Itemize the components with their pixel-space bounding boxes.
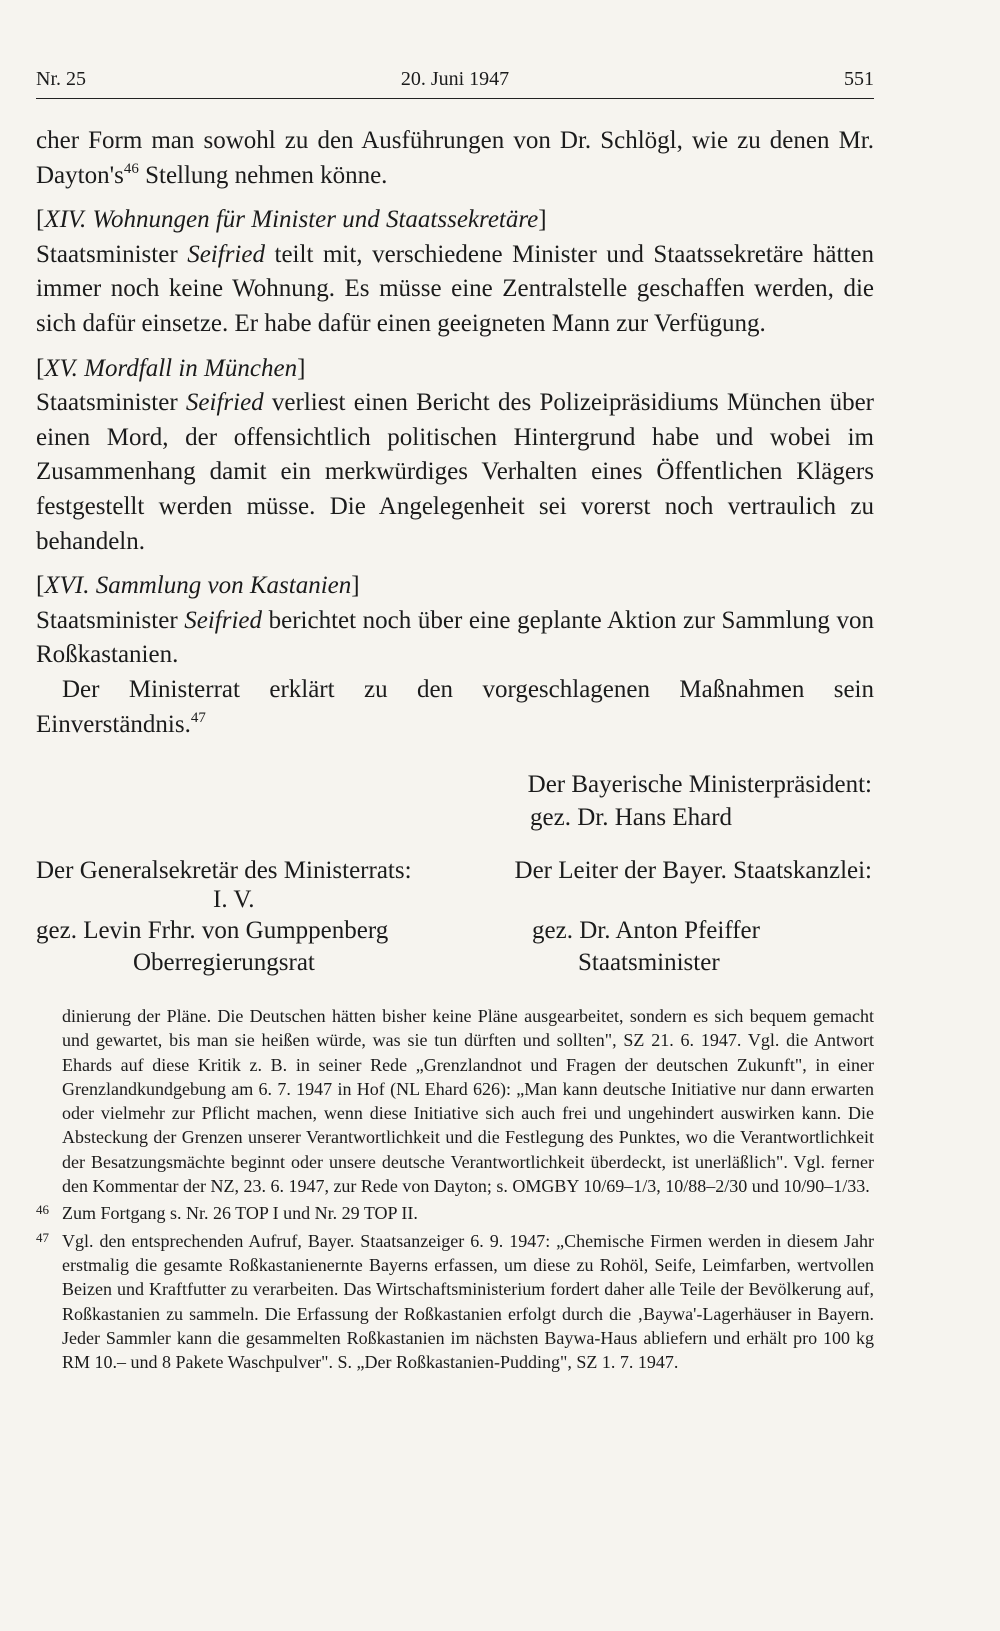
intro-paragraph: cher Form man sowohl zu den Ausführungen von Dr. Schlögl, wie zu denen Mr. $Dayton's^{46}$ Stellung nehmen könne. — [36, 127, 874, 189]
footnote-47: 47 Vgl. den entsprechenden Aufruf, Bayer. Staatsanzeiger 6. 9. 1947: „Chemische Firmen werden in diesem Jahr erstmalig die gesamte Roßkastanienernte Bayerns erfassen, um diese zu Rohöl, Seife, Leimfarben, wertvollen Beizen und Kraftfutter zu verarbeiten. Das Wirtschaftsministerium fordert daher alle Teile der Bevölkerung auf, Roßkastanien zu sammeln. Die Erfassung der Roßkastanien erfolgt durch die ‚Baywa'-Lagerhäuser in Bayern. Jeder Sammler kann die gesammelten Roßkastanien im nächsten Baywa-Haus abliefern und erhält pro 100 kg RM 10.– und 8 Pakete Waschpulver". S. „Der Roßkastanien-Pudding", SZ 1. 7. 1947. — [62, 1229, 874, 1375]
header-rule — [36, 98, 874, 99]
secretary-iv: I. V. — [213, 886, 255, 913]
footnote-ref-46[interactable]: 46 — [123, 160, 139, 177]
session-date: 20. Juni 1947 — [400, 68, 510, 90]
chancellery-rank: Staatsminister — [578, 949, 720, 976]
document-number: Nr. 25 — [36, 68, 86, 90]
chancellery-signature: gez. Dr. Anton Pfeiffer — [532, 917, 760, 944]
secretary-signature: gez. Levin Frhr. von Gumppenberg — [36, 917, 389, 944]
footnote-continuation: dinierung der Pläne. Die Deutschen hätten bisher keine Pläne ausgearbeitet, sondern es sich bequem gemacht und gewartet, bis man sie heißen würde, was sie tun dürften und sollten", SZ 21. 6. 1947. Vgl. die Antwort Ehards auf diese Kritik z. B. in seiner Rede „Grenzlandnot und Fragen der deutschen Zukunft", in einer Grenzlandkundgebung am 6. 7. 1947 in Hof (NL Ehard 626): „Man kann deutsche Initiative nur dann erwarten oder vielmehr zur Pflicht machen, wenn diese Initiative sich auch frei und ungehindert auswirken kann. Die Absteckung der Grenzen unserer Verantwortlichkeit und die Festlegung des Punktes, wo die Verantwortlichkeit der Besatzungsmächte beginnt oder unsere deutsche Verantwortlichkeit überdeckt, ist unerläßlich". Vgl. ferner den Kommentar der NZ, 23. 6. 1947, zur Rede von Dayton; s. OMGBY 10/69–1/3, 10/88–2/30 und 10/90–1/33. — [62, 1006, 874, 1197]
president-signature: gez. Dr. Hans Ehard — [530, 804, 733, 831]
footnote-ref-47[interactable]: 47 — [190, 709, 206, 726]
secretary-rank: Oberregierungsrat — [133, 949, 315, 976]
speaker-name: Seifried — [185, 389, 264, 417]
section-heading-xv: [XV. Mordfall in München] — [36, 354, 306, 382]
footnote-46: 46 Zum Fortgang s. Nr. 26 TOP I und Nr. 29 TOP II. — [62, 1201, 874, 1225]
secretary-title: Der Generalsekretär des Ministerrats: — [36, 857, 412, 884]
speaker-name: Seifried — [184, 606, 263, 634]
section-xvi-paragraph: Staatsminister Seifried berichtet noch über eine geplante Aktion zur Sammlung von Roßkastanien. — [36, 606, 874, 669]
footnotes — [36, 1004, 874, 1374]
section-heading-xiv: [XIV. Wohnungen für Minister und Staatssekretäre] — [36, 206, 547, 234]
footnote-number: 46 — [36, 1202, 49, 1218]
section-xv-paragraph: Staatsminister Seifried verliest einen Bericht des Polizeipräsidiums München über einen Mord, der offensichtlich politischen Hintergrund habe und wobei im Zusammenhang damit ein merkwürdiges Verhalten eines Öffentlichen Klägers festgestellt werden müsse. Die Angelegenheit sei vorerst noch vertraulich zu behandeln. — [36, 389, 875, 555]
page-number: 551 — [844, 68, 874, 90]
speaker-name: Seifried — [187, 240, 265, 268]
section-xiv-paragraph: Staatsminister Seifried teilt mit, verschiedene Minister und Staatssekretäre hätten immer noch keine Wohnung. Es müsse eine Zentralstelle geschaffen werden, die sich dafür einsetze. Er habe dafür einen geeigneten Mann zur Verfügung. — [36, 240, 874, 337]
section-heading-xvi: [XVI. Sammlung von Kastanien] — [36, 572, 360, 600]
body-text — [36, 124, 874, 742]
president-title: Der Bayerische Ministerpräsident: — [527, 771, 872, 798]
footnote-number: 47 — [36, 1229, 49, 1245]
resolution-paragraph: Der Ministerrat erklärt zu den vorgeschlagenen Maßnahmen sein Einverständnis.$^{47}$ — [36, 675, 874, 738]
running-head — [36, 64, 874, 94]
chancellery-title: Der Leiter der Bayer. Staatskanzlei: — [514, 857, 872, 884]
